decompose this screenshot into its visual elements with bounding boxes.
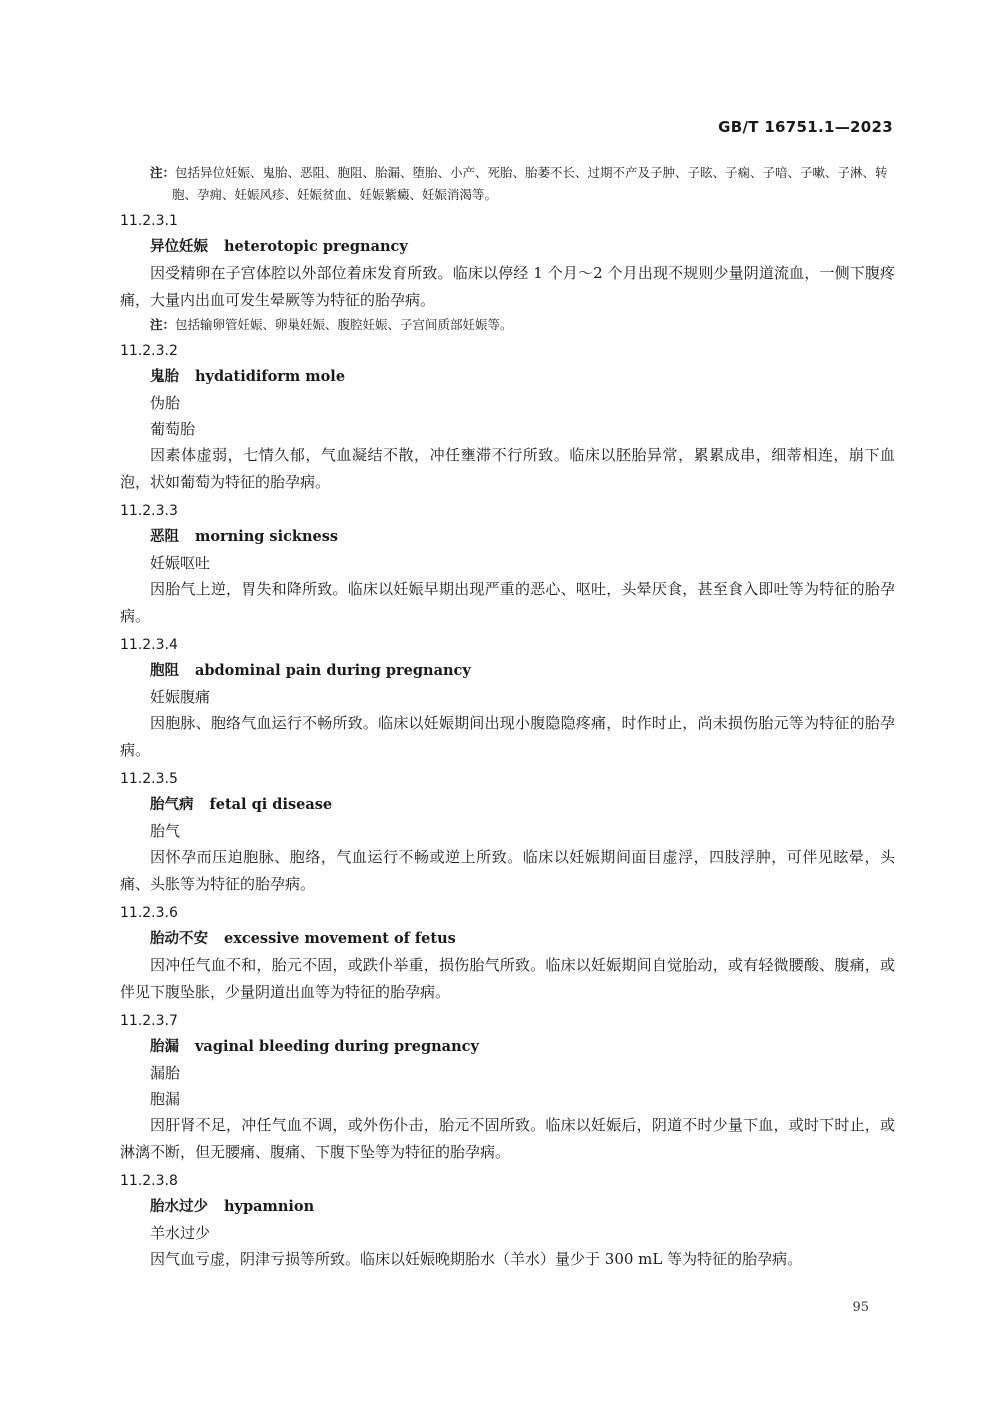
entry-number: 11.2.3.5 — [120, 771, 178, 787]
entry-term — [120, 1034, 895, 1060]
term-definition: 因胎气上逆，胃失和降所致。临床以妊娠早期出现严重的恶心、呕吐，头晕厌食，甚至食入即吐等为特征的胎孕病。 — [120, 580, 895, 625]
entry-number: 11.2.3.7 — [120, 1013, 178, 1029]
entry-number: 11.2.3.3 — [120, 503, 178, 519]
entry-term — [120, 524, 895, 550]
entry-term — [120, 1194, 895, 1220]
entry-number: 11.2.3.2 — [120, 343, 178, 359]
term-english: hypamnion — [224, 1198, 315, 1215]
intro-note — [120, 162, 895, 206]
entry-number: 11.2.3.6 — [120, 905, 178, 921]
term-definition: 因受精卵在子宫体腔以外部位着床发育所致。临床以停经 1 个月～2 个月出现不规则少量阴道流血，一侧下腹疼痛，大量内出血可发生晕厥等为特征的胎孕病。 — [120, 264, 895, 309]
entry-term — [120, 234, 895, 260]
entry-term — [120, 926, 895, 952]
term-english: vaginal bleeding during pregnancy — [195, 1038, 479, 1055]
term-english: hydatidiform mole — [195, 368, 346, 385]
term-entry — [120, 208, 895, 336]
entry-number: 11.2.3.8 — [120, 1173, 178, 1189]
term-entry — [120, 498, 895, 630]
document-body — [120, 162, 895, 1273]
term-entry — [120, 900, 895, 1006]
term-entry — [120, 1008, 895, 1166]
term-chinese: 胎水过少 — [150, 1198, 208, 1215]
term-definition: 因胞脉、胞络气血运行不畅所致。临床以妊娠期间出现小腹隐隐疼痛，时作时止，尚未损伤胎元等为特征的胎孕病。 — [120, 714, 895, 759]
term-definition: 因素体虚弱，七情久郁，气血凝结不散，冲任壅滞不行所致。临床以胚胎异常，累累成串，细蒂相连，崩下血泡，状如葡萄为特征的胎孕病。 — [120, 446, 895, 491]
note-text: 包括输卵管妊娠、卵巢妊娠、腹腔妊娠、子宫间质部妊娠等。 — [175, 317, 513, 332]
term-synonym: 胞漏 — [150, 1090, 181, 1108]
term-definition: 因冲任气血不和，胎元不固，或跌仆举重，损伤胎气所致。临床以妊娠期间自觉胎动，或有轻微腰酸、腹痛，或伴见下腹坠胀，少量阴道出血等为特征的胎孕病。 — [120, 956, 895, 1001]
term-entry — [120, 766, 895, 898]
note-label: 注： — [150, 317, 176, 332]
page-number: 95 — [852, 1300, 869, 1315]
note-label: 注： — [150, 165, 176, 180]
term-chinese: 胎漏 — [150, 1038, 179, 1055]
term-chinese: 异位妊娠 — [150, 238, 208, 255]
term-synonym: 葡萄胎 — [150, 420, 196, 438]
entry-number: 11.2.3.1 — [120, 213, 178, 229]
term-chinese: 鬼胎 — [150, 368, 179, 385]
term-chinese: 恶阻 — [150, 528, 179, 545]
term-chinese: 胞阻 — [150, 662, 179, 679]
term-entry — [120, 632, 895, 764]
term-definition: 因怀孕而压迫胞脉、胞络，气血运行不畅或逆上所致。临床以妊娠期间面目虚浮，四肢浮肿，可伴见眩晕，头痛、头胀等为特征的胎孕病。 — [120, 848, 895, 893]
term-synonym: 伪胎 — [150, 394, 181, 412]
entry-term — [120, 792, 895, 818]
term-synonym: 漏胎 — [150, 1064, 181, 1082]
standard-code: GB/T 16751.1—2023 — [718, 118, 893, 136]
entry-note — [120, 314, 895, 336]
term-english: heterotopic pregnancy — [224, 238, 408, 255]
entry-number: 11.2.3.4 — [120, 637, 178, 653]
term-synonym: 羊水过少 — [150, 1224, 211, 1242]
term-definition: 因肝肾不足，冲任气血不调，或外伤仆击，胎元不固所致。临床以妊娠后，阴道不时少量下血，或时下时止，或淋漓不断，但无腰痛、腹痛、下腹下坠等为特征的胎孕病。 — [120, 1116, 895, 1161]
term-synonym: 妊娠呕吐 — [150, 554, 211, 572]
term-english: excessive movement of fetus — [224, 930, 456, 947]
entry-term — [120, 364, 895, 390]
note-text: 包括异位妊娠、鬼胎、恶阻、胞阻、胎漏、堕胎、小产、死胎、胎萎不长、过期不产及子肿、子眩、子痫、子喑、子嗽、子淋、转胞、孕痈、妊娠风疹、妊娠贫血、妊娠紫癜、妊娠消渴等。 — [172, 165, 888, 202]
term-entry — [120, 1168, 895, 1273]
term-chinese: 胎气病 — [150, 796, 194, 813]
term-definition: 因气血亏虚，阴津亏损等所致。临床以妊娠晚期胎水（羊水）量少于 300 mL 等为特征的胎孕病。 — [150, 1250, 803, 1268]
entry-term — [120, 658, 895, 684]
term-english: morning sickness — [195, 528, 339, 545]
term-english: abdominal pain during pregnancy — [195, 662, 471, 679]
term-entry — [120, 338, 895, 496]
term-english: fetal qi disease — [209, 796, 333, 813]
term-synonym: 妊娠腹痛 — [150, 688, 211, 706]
term-synonym: 胎气 — [150, 822, 181, 840]
term-chinese: 胎动不安 — [150, 930, 208, 947]
